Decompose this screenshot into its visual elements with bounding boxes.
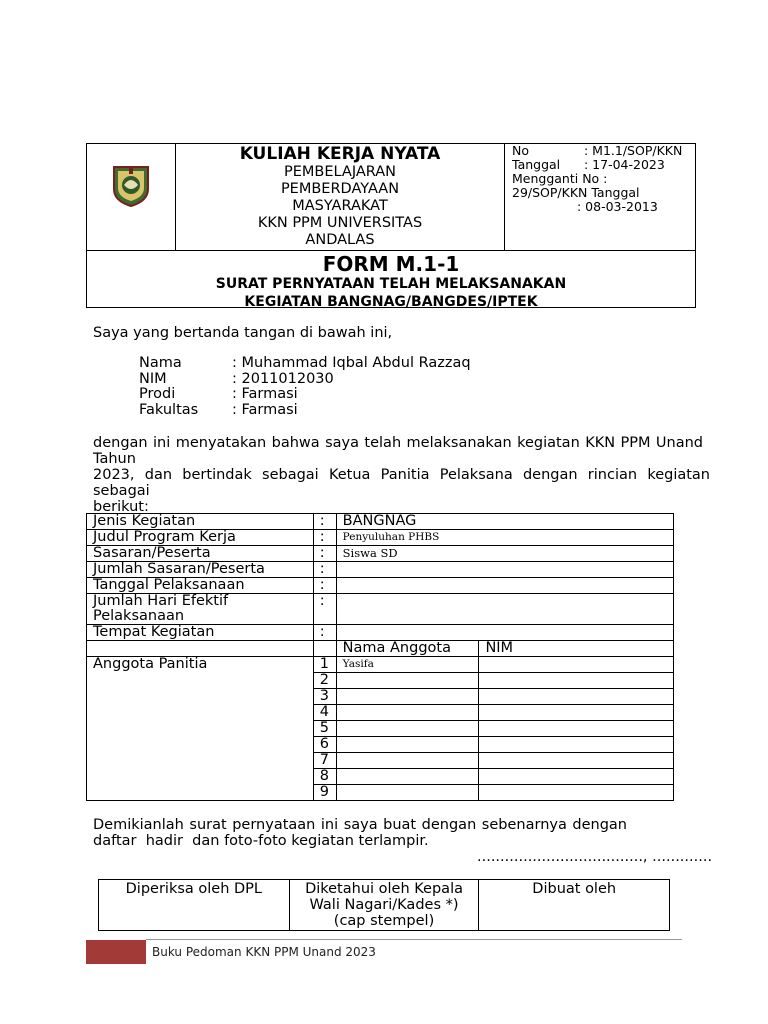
member-name xyxy=(336,721,479,737)
member-nim-header: NIM xyxy=(479,641,674,657)
row-label: Jenis Kegiatan xyxy=(87,514,314,530)
subtitle-line: PEMBELAJARAN xyxy=(283,164,397,180)
signature-row xyxy=(99,880,670,931)
row-colon: : xyxy=(313,625,336,641)
member-nim xyxy=(479,705,674,721)
institution-cell xyxy=(176,144,505,250)
row-colon: : xyxy=(313,514,336,530)
statement-line: 2023, dan bertindak sebagai Ketua Panitia Pelaksana dengan rincian kegiatan sebagai xyxy=(93,467,710,499)
signature-kades-line: Diketahui oleh Kepala xyxy=(305,881,463,897)
row-label: Tanggal Pelaksanaan xyxy=(87,578,314,594)
identity-label: Prodi xyxy=(139,386,176,403)
table-row xyxy=(87,546,674,562)
subtitle-line: MASYARAKAT xyxy=(292,198,388,214)
member-name xyxy=(336,673,479,689)
identity-block xyxy=(139,356,471,418)
table-row xyxy=(87,514,674,530)
identity-label: Fakultas xyxy=(139,401,199,418)
member-name: Yasifa xyxy=(336,657,479,673)
tanggal-value: : 17-04-2023 xyxy=(584,157,665,172)
footer-text: Buku Pedoman KKN PPM Unand 2023 xyxy=(152,945,376,959)
identity-value: : Muhammad Iqbal Abdul Razzaq xyxy=(232,355,471,371)
mengganti-line: 29/SOP/KKN Tanggal xyxy=(512,185,640,200)
signature-table xyxy=(98,879,670,931)
document-meta xyxy=(505,144,695,250)
subtitle-line: KKN PPM UNIVERSITAS xyxy=(257,215,423,231)
signature-dpl: Diperiksa oleh DPL xyxy=(99,880,290,931)
closing-paragraph xyxy=(93,817,627,849)
row-value: Siswa SD xyxy=(336,546,673,562)
member-no: 5 xyxy=(313,721,336,737)
statement-paragraph xyxy=(93,435,710,515)
row-value: BANGNAG xyxy=(336,514,673,530)
identity-value: : 2011012030 xyxy=(232,370,334,387)
footer-accent-bar xyxy=(86,940,146,964)
row-label: Jumlah Sasaran/Peserta xyxy=(87,562,314,578)
row-label: Sasaran/Peserta xyxy=(87,546,314,562)
member-nim xyxy=(479,785,674,801)
member-no: 1 xyxy=(313,657,336,673)
form-title: FORM M.1-1 xyxy=(322,252,460,276)
kkn-title: KULIAH KERJA NYATA xyxy=(239,144,441,164)
table-row xyxy=(87,530,674,546)
row-colon: : xyxy=(313,562,336,578)
no-value: : M1.1/SOP/KKN xyxy=(584,143,683,158)
row-colon: : xyxy=(313,578,336,594)
row-colon: : xyxy=(313,594,336,625)
member-name xyxy=(336,785,479,801)
member-no: 4 xyxy=(313,705,336,721)
member-name xyxy=(336,753,479,769)
intro-text: Saya yang bertanda tangan di bawah ini, xyxy=(93,325,393,341)
unand-logo-icon xyxy=(112,163,150,207)
statement-line: Tahun xyxy=(93,451,136,467)
subtitle-line: ANDALAS xyxy=(305,232,375,248)
form-header xyxy=(86,143,696,308)
member-nim xyxy=(479,673,674,689)
member-no: 2 xyxy=(313,673,336,689)
tanggal-label: Tanggal xyxy=(512,157,561,172)
member-nim xyxy=(479,689,674,705)
row-value xyxy=(336,562,673,578)
no-label: No xyxy=(512,143,529,158)
row-value xyxy=(336,625,673,641)
member-nim xyxy=(479,657,674,673)
table-row xyxy=(87,562,674,578)
member-nim xyxy=(479,721,674,737)
signature-kades xyxy=(289,880,479,931)
logo-cell xyxy=(87,144,176,250)
member-no: 9 xyxy=(313,785,336,801)
member-name xyxy=(336,737,479,753)
identity-value: : Farmasi xyxy=(232,386,298,403)
signature-kades-line: Wali Nagari/Kades *) xyxy=(309,897,459,913)
row-label xyxy=(87,594,314,625)
member-name xyxy=(336,689,479,705)
place-date: ...................................., ............. xyxy=(477,849,713,865)
row-value: Penyuluhan PHBS xyxy=(336,530,673,546)
identity-label: Nama xyxy=(139,355,182,371)
member-name-header: Nama Anggota xyxy=(336,641,479,657)
row-colon: : xyxy=(313,546,336,562)
member-header-row xyxy=(87,641,674,657)
mengganti-line: Mengganti No : xyxy=(512,171,608,186)
form-subtitle: KEGIATAN BANGNAG/BANGDES/IPTEK xyxy=(244,294,538,310)
member-label: Anggota Panitia xyxy=(87,657,314,801)
form-title-cell xyxy=(87,250,695,308)
row-label: Judul Program Kerja xyxy=(87,530,314,546)
row-value xyxy=(336,594,673,625)
signature-maker: Dibuat oleh xyxy=(479,880,670,931)
statement-line: dengan ini menyatakan bahwa saya telah melaksanakan kegiatan KKN PPM Unand xyxy=(93,435,703,451)
table-row xyxy=(87,625,674,641)
member-no: 6 xyxy=(313,737,336,753)
row-label-line: Pelaksanaan xyxy=(93,608,185,624)
signature-kades-line: (cap stempel) xyxy=(333,913,435,929)
footer-rule xyxy=(146,939,682,940)
member-no: 8 xyxy=(313,769,336,785)
member-nim xyxy=(479,737,674,753)
form-subtitle: SURAT PERNYATAAN TELAH MELAKSANAKAN xyxy=(215,276,567,292)
activity-table xyxy=(86,513,674,801)
identity-label: NIM xyxy=(139,370,167,387)
mengganti-date: : 08-03-2013 xyxy=(577,199,658,214)
member-no: 3 xyxy=(313,689,336,705)
table-row xyxy=(87,594,674,625)
table-row xyxy=(87,578,674,594)
identity-value: : Farmasi xyxy=(232,401,298,418)
member-row xyxy=(87,657,674,673)
member-nim xyxy=(479,769,674,785)
member-nim xyxy=(479,753,674,769)
row-value xyxy=(336,578,673,594)
member-name xyxy=(336,705,479,721)
closing-line: daftar hadir dan foto-foto kegiatan terlampir. xyxy=(93,833,429,849)
row-label-line: Jumlah Hari Efektif xyxy=(93,593,229,609)
member-name xyxy=(336,769,479,785)
row-colon: : xyxy=(313,530,336,546)
statement-line: berikut: xyxy=(93,499,149,515)
member-no: 7 xyxy=(313,753,336,769)
subtitle-line: PEMBERDAYAAN xyxy=(280,181,400,197)
row-label: Tempat Kegiatan xyxy=(87,625,314,641)
closing-line: Demikianlah surat pernyataan ini saya buat dengan sebenarnya dengan xyxy=(93,817,627,833)
